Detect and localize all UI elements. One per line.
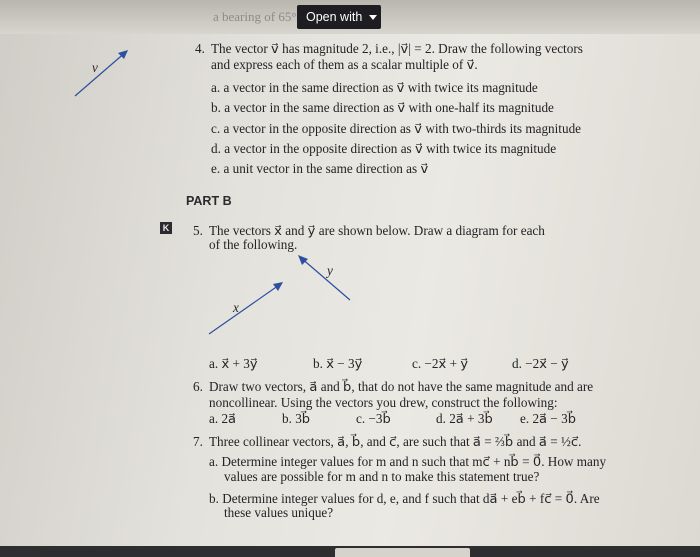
vector-x-label: x⃗ bbox=[233, 300, 250, 315]
q4-number: 4. bbox=[195, 41, 205, 56]
q6-option-b: b. 3b⃗ bbox=[282, 411, 311, 426]
q4-line2: and express each of them as a scalar multiple of v⃗. bbox=[211, 57, 478, 72]
q6-line2: noncollinear. Using the vectors you drew, construct the following: bbox=[209, 395, 558, 410]
q6-option-a: a. 2a⃗ bbox=[209, 411, 237, 426]
q7-part-a-line2: values are possible for m and n to make this statement true? bbox=[224, 469, 540, 484]
q5-option-d: d. −2x⃗ − y⃗ bbox=[512, 356, 569, 371]
q7-part-b-line1: b. Determine integer values for d, e, and f such that da⃗ + eb⃗ + fc⃗ = 0⃗. Are bbox=[209, 491, 600, 506]
bottom-tab bbox=[335, 548, 470, 557]
vector-v-label: v⃗ bbox=[92, 60, 109, 75]
q6-option-d: d. 2a⃗ + 3b⃗ bbox=[436, 411, 493, 426]
k-icon: K bbox=[160, 222, 172, 234]
q7-part-b-line2: these values unique? bbox=[224, 505, 334, 520]
q6-number: 6. bbox=[193, 379, 203, 394]
q7-line1: Three collinear vectors, a⃗, b⃗, and c⃗, are such that a⃗ = ⅔b⃗ and a⃗ = ½c⃗. bbox=[209, 434, 582, 449]
q7-part-a-line1: a. Determine integer values for m and n such that mc⃗ + nb⃗ = 0⃗. How many bbox=[209, 454, 607, 469]
q6-line1: Draw two vectors, a⃗ and b⃗, that do not have the same magnitude and are bbox=[209, 379, 594, 394]
open-with-label: Open with bbox=[306, 10, 363, 24]
q5-option-b: b. x⃗ − 3y⃗ bbox=[313, 356, 363, 371]
q4-part-d: d. a vector in the opposite direction as v⃗ with twice its magnitude bbox=[211, 141, 557, 156]
vector-y-label: y⃗ bbox=[327, 263, 344, 278]
q4-part-b: b. a vector in the same direction as v⃗ with one-half its magnitude bbox=[211, 100, 554, 115]
q4-line1: The vector v⃗ has magnitude 2, i.e., |v⃗| = 2. Draw the following vectors bbox=[211, 41, 583, 56]
q4-part-a: a. a vector in the same direction as v⃗ with twice its magnitude bbox=[211, 80, 538, 95]
part-b-heading: PART B bbox=[186, 194, 232, 208]
q5-option-c: c. −2x⃗ + y⃗ bbox=[412, 356, 469, 371]
q4-part-e: e. a unit vector in the same direction as v⃗ bbox=[211, 161, 429, 176]
q6-option-e: e. 2a⃗ − 3b⃗ bbox=[520, 411, 577, 426]
q5-line1: The vectors x⃗ and y⃗ are shown below. Draw a diagram for each bbox=[209, 223, 545, 238]
q5-number: 5. bbox=[193, 223, 203, 238]
q5-option-a: a. x⃗ + 3y⃗ bbox=[209, 356, 258, 371]
q4-part-c: c. a vector in the opposite direction as v⃗ with two-thirds its magnitude bbox=[211, 121, 582, 136]
faded-header-text: a bearing of 65° bbox=[213, 9, 297, 24]
q7-number: 7. bbox=[193, 434, 203, 449]
q6-option-c: c. −3b⃗ bbox=[356, 411, 391, 426]
q5-line2: of the following. bbox=[209, 237, 298, 252]
